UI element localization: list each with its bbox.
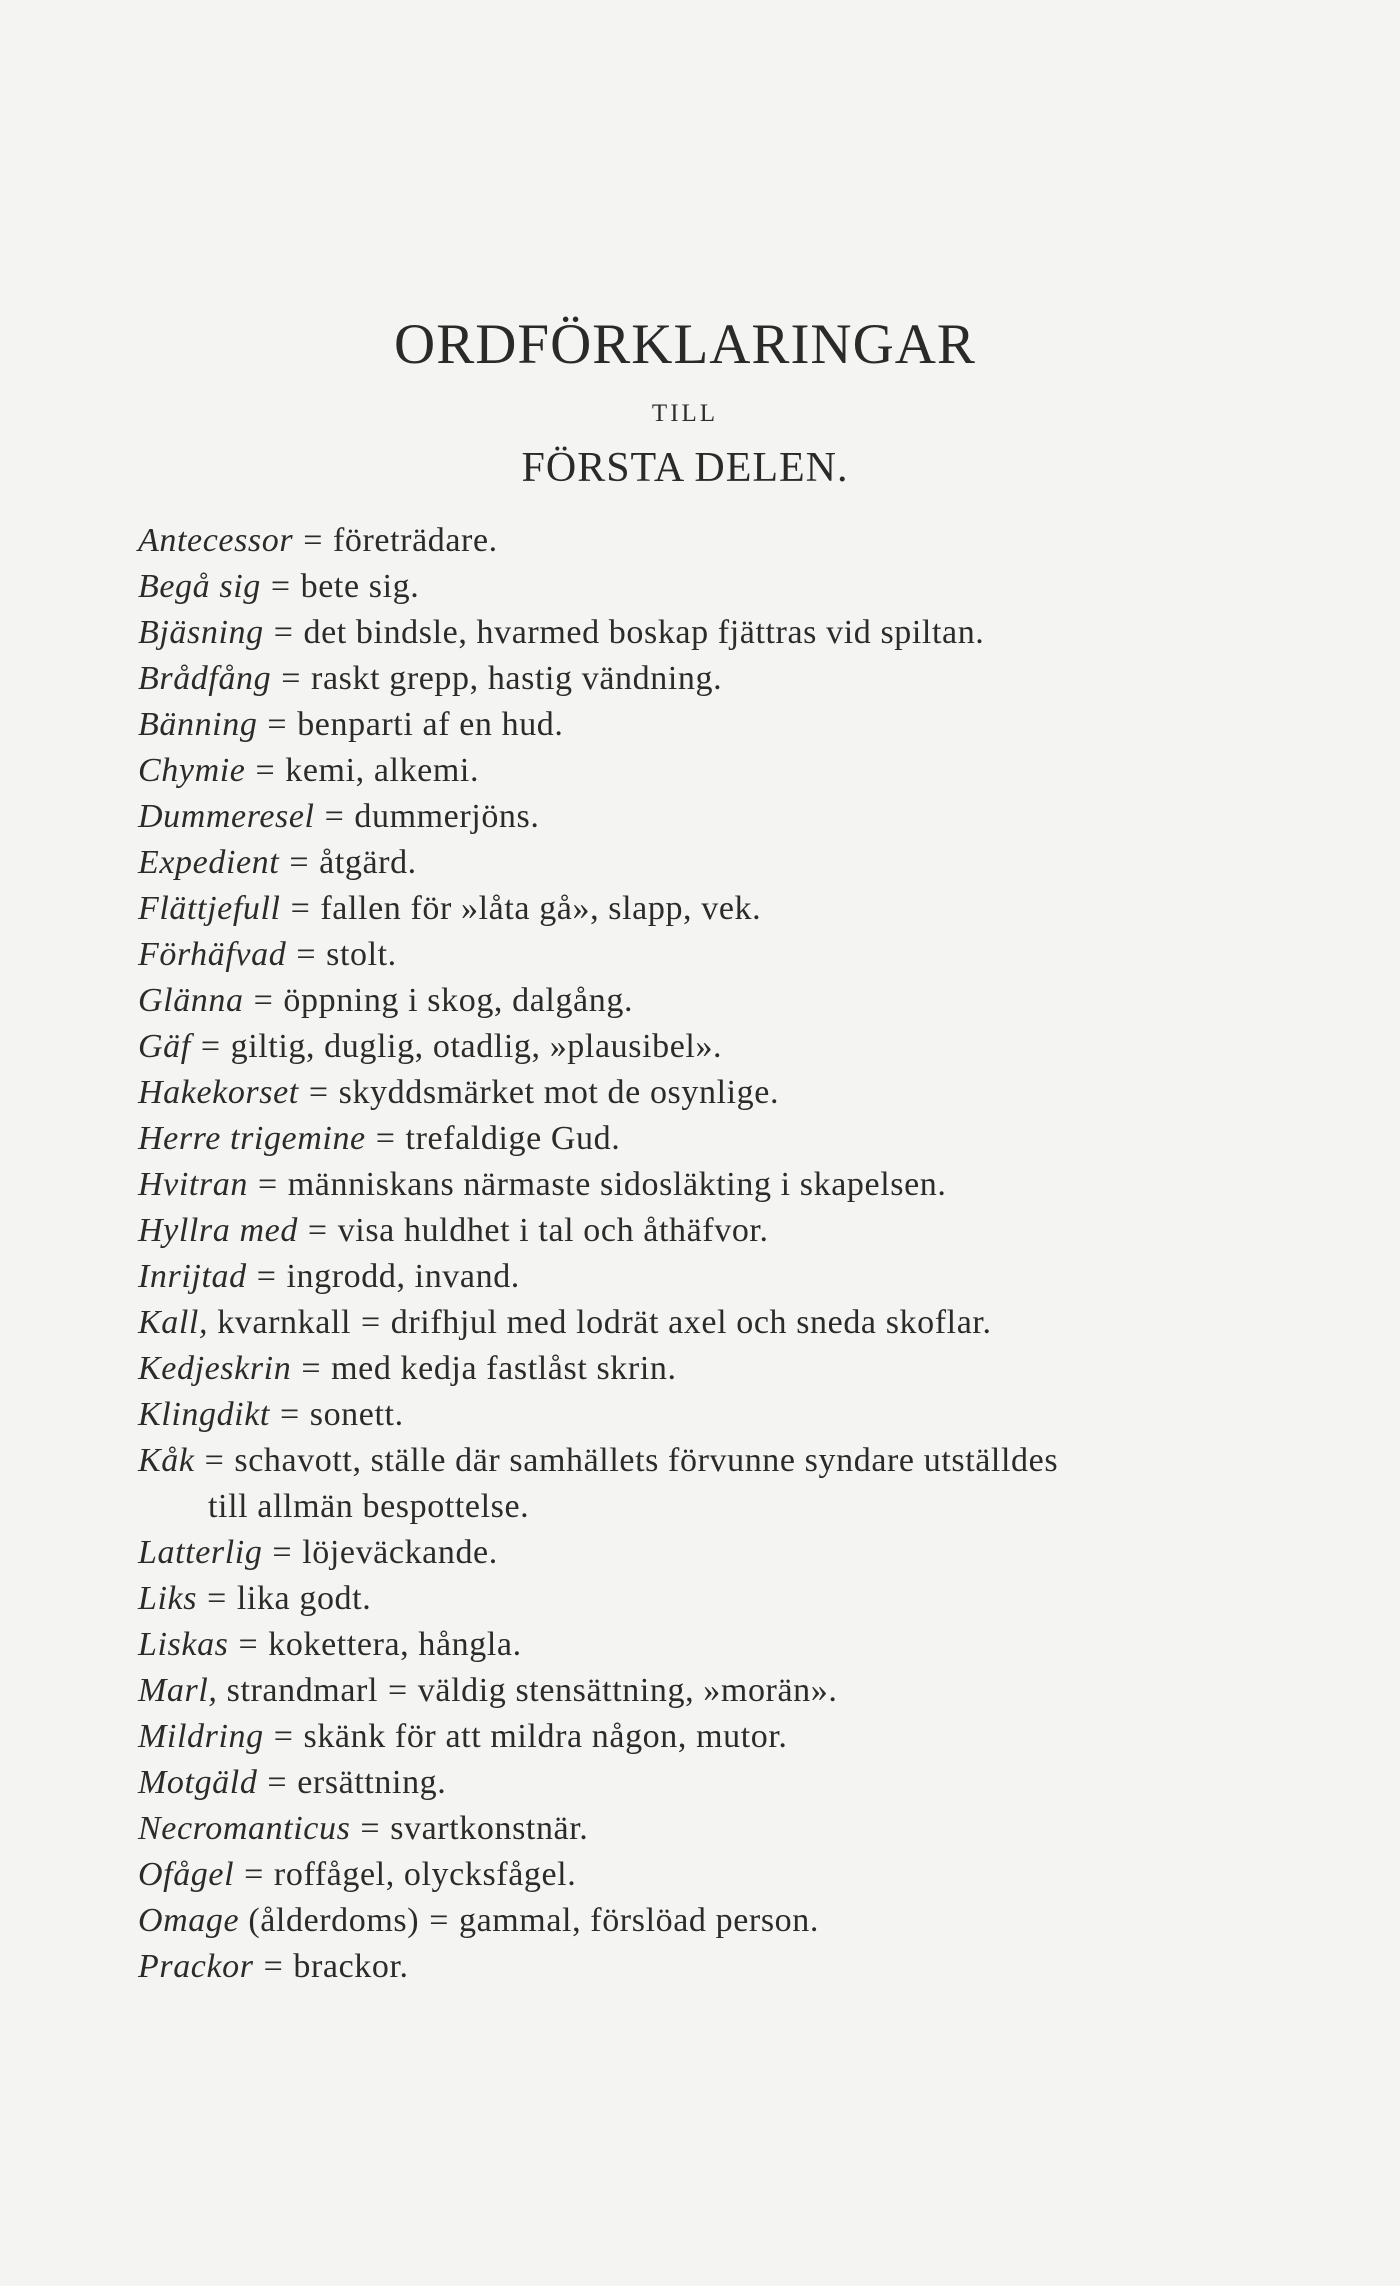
entry-note: (ålderdoms) [248,1902,420,1939]
entry-definition: löjeväckande. [302,1534,498,1571]
glossary-entry: Bänning = benparti af en hud. [138,706,564,743]
glossary-entry: Liks = lika godt. [138,1580,372,1617]
glossary-entry: Chymie = kemi, alkemi. [138,752,480,789]
glossary-entry: Herre trigemine = trefaldige Gud. [138,1120,621,1157]
entry-definition: kemi, alkemi. [285,752,480,789]
glossary-entry: Marl, strandmarl = väldig stensättning, »morän». [138,1672,838,1709]
entry-term: Herre trigemine [138,1120,366,1157]
glossary-entry: Flättjefull = fallen för »låta gå», slapp, vek. [138,890,762,927]
glossary-entry: Bjäsning = det bindsle, hvarmed boskap fjättras vid spiltan. [138,614,985,651]
glossary-entry: Kedjeskrin = med kedja fastlåst skrin. [138,1350,677,1387]
entry-term: Inrijtad [138,1258,247,1295]
entry-term: Expedient [138,844,280,881]
entry-term: Förhäfvad [138,936,287,973]
entry-term: Liskas [138,1626,229,1663]
entry-definition: drifhjul med lodrät axel och sneda skoflar. [390,1304,992,1341]
entry-term: Ofågel [138,1856,235,1893]
glossary-entry: Klingdikt = sonett. [138,1396,404,1433]
entry-definition: brackor. [293,1948,409,1985]
entry-definition: raskt grepp, hastig vändning. [311,660,723,697]
entry-term: Hvitran [138,1166,248,1203]
entry-term: Omage [138,1902,240,1939]
entry-definition: trefaldige Gud. [405,1120,621,1157]
glossary-entry: Mildring = skänk för att mildra någon, mutor. [138,1718,788,1755]
entry-definition: öppning i skog, dalgång. [283,982,634,1019]
glossary-entry: Glänna = öppning i skog, dalgång. [138,982,634,1019]
entry-term: Latterlig [138,1534,263,1571]
glossary-entry: Antecessor = företrädare. [138,522,498,559]
entry-definition: fallen för »låta gå», slapp, vek. [320,890,762,927]
entry-term: Klingdikt [138,1396,270,1433]
entry-definition: åtgärd. [319,844,417,881]
entry-term: Bänning [138,706,258,743]
entry-definition: dummerjöns. [354,798,540,835]
glossary-entry: Dummeresel = dummerjöns. [138,798,540,835]
entry-definition: giltig, duglig, otadlig, »plausibel». [230,1028,723,1065]
entry-continuation: till allmän bespottelse. [208,1488,530,1525]
page-subtitle: FÖRSTA DELEN. [521,445,849,491]
entry-definition: ersättning. [297,1764,447,1801]
entry-term: Necromanticus [138,1810,351,1847]
glossary-entry: Kåk = schavott, ställe där samhällets förvunne syndare utställdes till allmän bespottelse. [138,1438,1298,1530]
entry-term: Kall, [138,1304,209,1341]
entry-definition: skänk för att mildra någon, mutor. [303,1718,788,1755]
entry-definition: företrädare. [332,522,498,559]
entry-term: Marl, [138,1672,218,1709]
entry-note: strandmarl [226,1672,379,1709]
glossary-entry: Begå sig = bete sig. [138,568,420,605]
page-title: ORDFÖRKLARINGAR [394,313,976,376]
glossary-entry: Prackor = brackor. [138,1948,409,1985]
glossary-entry: Förhäfvad = stolt. [138,936,397,973]
glossary-entry: Brådfång = raskt grepp, hastig vändning. [138,660,723,697]
entry-definition: lika godt. [236,1580,372,1617]
entry-term: Bjäsning [138,614,264,651]
glossary-entry: Latterlig = löjeväckande. [138,1534,498,1571]
entry-definition: människans närmaste sidosläkting i skapelsen. [287,1166,947,1203]
entry-definition: sonett. [309,1396,404,1433]
entry-term: Kåk [138,1442,195,1479]
entry-term: Dummeresel [138,798,315,835]
entry-definition: benparti af en hud. [297,706,564,743]
entry-definition: bete sig. [300,568,420,605]
entry-definition: roffågel, olycksfågel. [273,1856,577,1893]
entry-term: Hakekorset [138,1074,299,1111]
glossary-entry: Omage (ålderdoms) = gammal, förslöad person. [138,1902,819,1939]
glossary-list [138,518,1298,1990]
entry-definition: ingrodd, invand. [286,1258,520,1295]
entry-note: kvarnkall [217,1304,351,1341]
glossary-entry: Hyllra med = visa huldhet i tal och åthäfvor. [138,1212,769,1249]
entry-term: Glänna [138,982,244,1019]
entry-term: Hyllra med [138,1212,298,1249]
entry-definition: med kedja fastlåst skrin. [331,1350,677,1387]
glossary-entry: Expedient = åtgärd. [138,844,417,881]
entry-term: Gäf [138,1028,191,1065]
entry-definition: kokettera, hångla. [268,1626,522,1663]
entry-definition: schavott, ställe där samhällets förvunne syndare utställdes [234,1442,1059,1479]
entry-term: Antecessor [138,522,294,559]
entry-definition: stolt. [326,936,397,973]
entry-definition: väldig stensättning, »morän». [417,1672,838,1709]
entry-definition: gammal, förslöad person. [458,1902,819,1939]
entry-term: Kedjeskrin [138,1350,292,1387]
entry-definition: skyddsmärket mot de osynlige. [338,1074,780,1111]
entry-term: Motgäld [138,1764,258,1801]
entry-definition: visa huldhet i tal och åthäfvor. [337,1212,769,1249]
title-connector: TILL [651,400,719,427]
entry-term: Liks [138,1580,198,1617]
entry-term: Flättjefull [138,890,281,927]
glossary-entry: Kall, kvarnkall = drifhjul med lodrät axel och sneda skoflar. [138,1304,992,1341]
glossary-entry: Gäf = giltig, duglig, otadlig, »plausibel». [138,1028,723,1065]
entry-term: Begå sig [138,568,261,605]
glossary-entry: Hvitran = människans närmaste sidosläkting i skapelsen. [138,1166,947,1203]
entry-term: Chymie [138,752,246,789]
entry-term: Brådfång [138,660,272,697]
glossary-entry: Inrijtad = ingrodd, invand. [138,1258,520,1295]
entry-definition: svartkonstnär. [390,1810,589,1847]
glossary-entry: Motgäld = ersättning. [138,1764,447,1801]
glossary-entry: Liskas = kokettera, hångla. [138,1626,522,1663]
entry-term: Prackor [138,1948,254,1985]
glossary-entry: Ofågel = roffågel, olycksfågel. [138,1856,577,1893]
glossary-entry: Necromanticus = svartkonstnär. [138,1810,589,1847]
glossary-entry: Hakekorset = skyddsmärket mot de osynlige. [138,1074,780,1111]
entry-term: Mildring [138,1718,264,1755]
entry-definition: det bindsle, hvarmed boskap fjättras vid spiltan. [303,614,985,651]
